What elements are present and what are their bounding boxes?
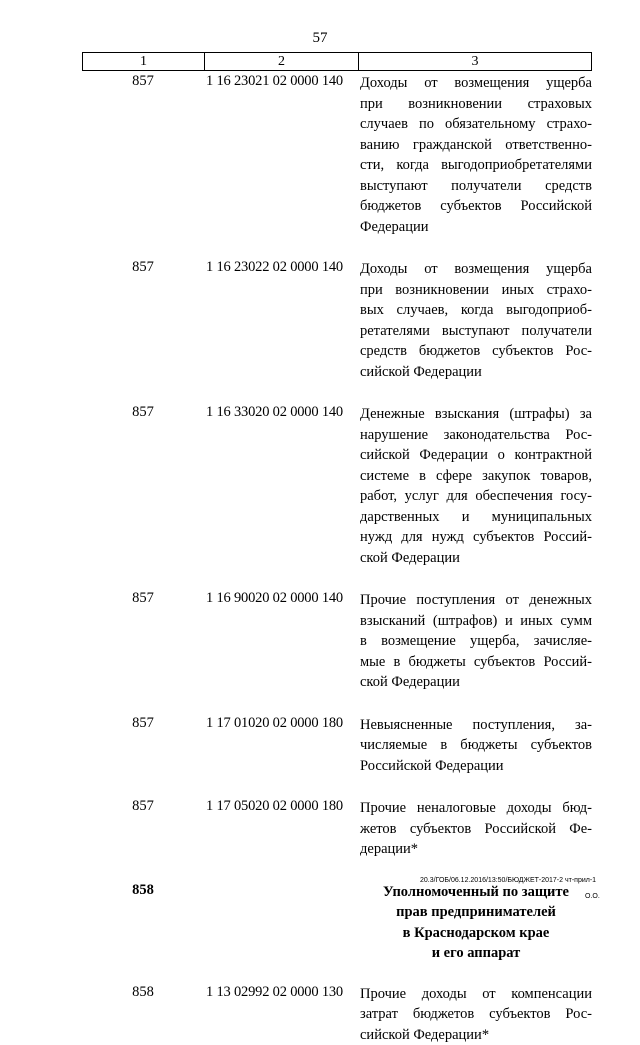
description-cell xyxy=(358,984,592,1045)
admin-code-cell: 857 xyxy=(82,798,204,860)
description-line: Невыясненные поступления, за- xyxy=(360,715,592,736)
footer-document-code: 20.3/ГОБ/06.12.2016/13:50/БЮДЖЕТ-2017-2 чт-прил-1 xyxy=(420,877,596,884)
table-row xyxy=(82,798,592,860)
table-row xyxy=(82,259,592,382)
description-line: числяемые в бюджеты субъектов xyxy=(360,735,592,756)
budget-code-cell: 1 16 33020 02 0000 140 xyxy=(204,404,358,568)
table-body xyxy=(82,73,592,1045)
description-line: прав предпринимателей xyxy=(360,902,592,923)
description-line: вых случаев, когда выгодоприоб- xyxy=(360,300,592,321)
admin-code-cell: 857 xyxy=(82,259,204,382)
admin-code-cell: 857 xyxy=(82,73,204,237)
description-line: сти, когда выгодоприобретателями xyxy=(360,155,592,176)
description-line: Уполномоченный по защите xyxy=(360,882,592,903)
description-line: работ, услуг для обеспечения госу- xyxy=(360,486,592,507)
table-header xyxy=(82,52,592,71)
description-line: Доходы от возмещения ущерба xyxy=(360,259,592,280)
description-cell xyxy=(358,404,592,568)
description-line: затрат бюджетов субъектов Рос- xyxy=(360,1004,592,1025)
description-line: нарушение законодательства Рос- xyxy=(360,425,592,446)
description-line: ретателями выступают получатели xyxy=(360,321,592,342)
admin-code-cell: 857 xyxy=(82,715,204,777)
description-cell xyxy=(358,590,592,693)
table-row xyxy=(82,715,592,777)
description-line: мые в бюджеты субъектов Россий- xyxy=(360,652,592,673)
revenue-table xyxy=(82,52,592,1045)
page-number: 57 xyxy=(0,30,640,47)
column-header-1: 1 xyxy=(83,53,205,70)
budget-code-cell: 1 16 23022 02 0000 140 xyxy=(204,259,358,382)
description-line: ской Федерации xyxy=(360,548,592,569)
budget-code-cell: 1 17 01020 02 0000 180 xyxy=(204,715,358,777)
description-line: Прочие доходы от компенсации xyxy=(360,984,592,1005)
section-header-row xyxy=(82,882,592,964)
budget-code-cell: 1 13 02992 02 0000 130 xyxy=(204,984,358,1045)
description-line: дерации* xyxy=(360,839,592,860)
budget-code-cell: 1 16 90020 02 0000 140 xyxy=(204,590,358,693)
table-row xyxy=(82,984,592,1045)
table-row xyxy=(82,590,592,693)
description-line: в Краснодарском крае xyxy=(360,923,592,944)
budget-code-cell xyxy=(204,882,358,964)
description-line: средств бюджетов субъектов Рос- xyxy=(360,341,592,362)
description-line: взысканий (штрафов) и иных сумм xyxy=(360,611,592,632)
admin-code-cell: 857 xyxy=(82,404,204,568)
budget-code-cell: 1 16 23021 02 0000 140 xyxy=(204,73,358,237)
description-cell xyxy=(358,715,592,777)
description-line: Российской Федерации xyxy=(360,756,592,777)
admin-code-cell: 858 xyxy=(82,882,204,964)
description-line: и его аппарат xyxy=(360,943,592,964)
description-line: Доходы от возмещения ущерба xyxy=(360,73,592,94)
description-cell xyxy=(358,798,592,860)
budget-code-cell: 1 17 05020 02 0000 180 xyxy=(204,798,358,860)
table-row xyxy=(82,404,592,568)
description-line: сийской Федерации о контрактной xyxy=(360,445,592,466)
description-line: Федерации xyxy=(360,217,592,238)
description-line: системе в сфере закупок товаров, xyxy=(360,466,592,487)
description-line: при возникновении иных страхо- xyxy=(360,280,592,301)
description-line: нужд для нужд субъектов Россий- xyxy=(360,527,592,548)
footer-mark: О.О. xyxy=(585,893,600,900)
description-line: Прочие неналоговые доходы бюд- xyxy=(360,798,592,819)
description-line: ванию гражданской ответственно- xyxy=(360,135,592,156)
description-line: случаев по обязательному страхо- xyxy=(360,114,592,135)
column-header-2: 2 xyxy=(205,53,359,70)
column-header-3: 3 xyxy=(359,53,591,70)
section-title-cell xyxy=(358,882,592,964)
description-line: сийской Федерации* xyxy=(360,1025,592,1045)
description-line: жетов субъектов Российской Фе- xyxy=(360,819,592,840)
admin-code-cell: 858 xyxy=(82,984,204,1045)
description-line: выступают получатели средств xyxy=(360,176,592,197)
admin-code-cell: 857 xyxy=(82,590,204,693)
description-cell xyxy=(358,259,592,382)
description-line: при возникновении страховых xyxy=(360,94,592,115)
description-line: Денежные взыскания (штрафы) за xyxy=(360,404,592,425)
description-line: в возмещение ущерба, зачисляе- xyxy=(360,631,592,652)
description-line: ской Федерации xyxy=(360,672,592,693)
description-line: дарственных и муниципальных xyxy=(360,507,592,528)
description-line: сийской Федерации xyxy=(360,362,592,383)
description-cell xyxy=(358,73,592,237)
table-row xyxy=(82,73,592,237)
description-line: Прочие поступления от денежных xyxy=(360,590,592,611)
description-line: бюджетов субъектов Российской xyxy=(360,196,592,217)
